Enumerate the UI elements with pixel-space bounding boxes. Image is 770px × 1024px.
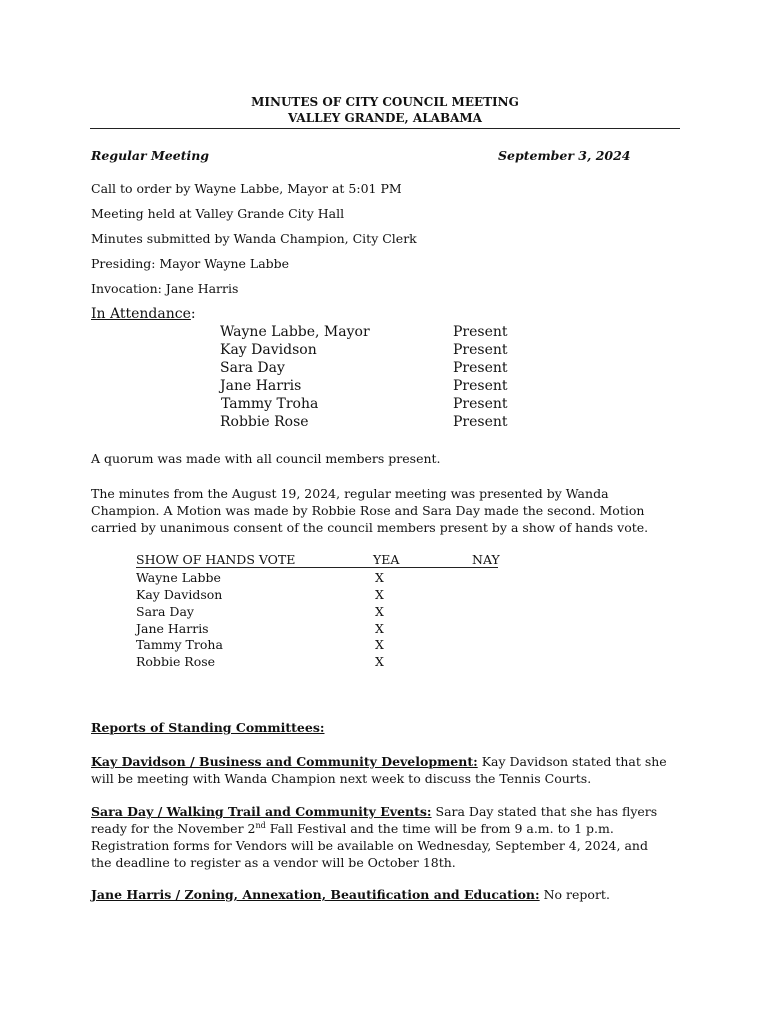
report-jane-label: Jane Harris / Zoning, Annexation, Beautification and Education:	[91, 887, 540, 902]
meeting-location: Meeting held at Valley Grande City Hall	[91, 206, 345, 221]
vote-row-name: Tammy Troha	[136, 637, 223, 652]
attendance-heading-label: In Attendance	[91, 306, 191, 322]
title-divider	[90, 128, 680, 129]
attendee-name: Wayne Labbe, Mayor	[220, 324, 370, 340]
attendee-status: Present	[453, 396, 508, 412]
vote-row-yea: X	[375, 587, 384, 602]
attendance-heading	[91, 306, 196, 322]
reports-heading: Reports of Standing Committees:	[91, 720, 325, 735]
call-to-order: Call to order by Wayne Labbe, Mayor at 5:01 PM	[91, 181, 402, 196]
vote-row-name: Jane Harris	[136, 621, 209, 636]
report-jane-text: No report.	[539, 887, 610, 902]
report-kay-label: Kay Davidson / Business and Community Development:	[91, 754, 478, 769]
report-sara-text1: Sara Day stated that she has flyers ready for the November 2	[91, 804, 658, 836]
meeting-date: September 3, 2024	[498, 148, 631, 163]
vote-row-yea: X	[375, 570, 384, 585]
attendee-name: Kay Davidson	[220, 342, 317, 358]
attendee-name: Sara Day	[220, 360, 285, 376]
document-title: MINUTES OF CITY COUNCIL MEETING	[251, 95, 519, 109]
vote-row-yea: X	[375, 621, 384, 636]
attendee-status: Present	[453, 342, 508, 358]
attendee-name: Tammy Troha	[221, 396, 319, 412]
vote-row-yea: X	[375, 604, 384, 619]
vote-row-name: Kay Davidson	[136, 587, 223, 602]
attendance-heading-colon: :	[190, 306, 196, 322]
vote-header-label: SHOW OF HANDS VOTE	[136, 553, 373, 568]
presiding: Presiding: Mayor Wayne Labbe	[91, 256, 290, 271]
report-kay-davidson	[91, 753, 671, 787]
attendee-name: Robbie Rose	[220, 414, 309, 430]
report-jane-harris	[91, 886, 671, 903]
vote-row-yea: X	[375, 654, 384, 669]
report-sara-day	[91, 803, 671, 871]
vote-row-name: Sara Day	[136, 604, 194, 619]
report-sara-text2: Fall Festival and the time will be from 9 a.m. to 1 p.m. Registration forms for Vendors will be available on Wednesday, September 4, 2024, and the deadline to register as a vendor will be October 18th.	[91, 821, 648, 870]
attendee-status: Present	[453, 360, 508, 376]
meeting-type: Regular Meeting	[91, 148, 210, 163]
attendee-status: Present	[453, 324, 508, 340]
vote-row-name: Wayne Labbe	[136, 570, 221, 585]
vote-header-nay: NAY	[472, 552, 500, 567]
attendee-name: Jane Harris	[220, 378, 302, 394]
document-subtitle: VALLEY GRANDE, ALABAMA	[288, 111, 482, 125]
quorum-statement: A quorum was made with all council members present.	[91, 451, 441, 466]
attendee-status: Present	[453, 378, 508, 394]
vote-row-name: Robbie Rose	[136, 654, 216, 669]
report-kay-text: Kay Davidson stated that she will be meeting with Wanda Champion next week to discuss the Tennis Courts.	[91, 754, 667, 786]
attendee-status: Present	[453, 414, 508, 430]
vote-row-yea: X	[375, 637, 384, 652]
report-sara-superscript: nd	[255, 820, 266, 830]
invocation: Invocation: Jane Harris	[91, 281, 239, 296]
motion-paragraph: The minutes from the August 19, 2024, regular meeting was presented by Wanda Champion. A Motion was made by Robbie Rose and Sara Day made the second. Motion carried by unanimous consent of the council members present by a show of hands vote.	[91, 486, 649, 535]
vote-header-yea: YEA	[373, 553, 472, 568]
minutes-submitted: Minutes submitted by Wanda Champion, City Clerk	[91, 231, 417, 246]
report-sara-label: Sara Day / Walking Trail and Community Events:	[91, 804, 432, 819]
